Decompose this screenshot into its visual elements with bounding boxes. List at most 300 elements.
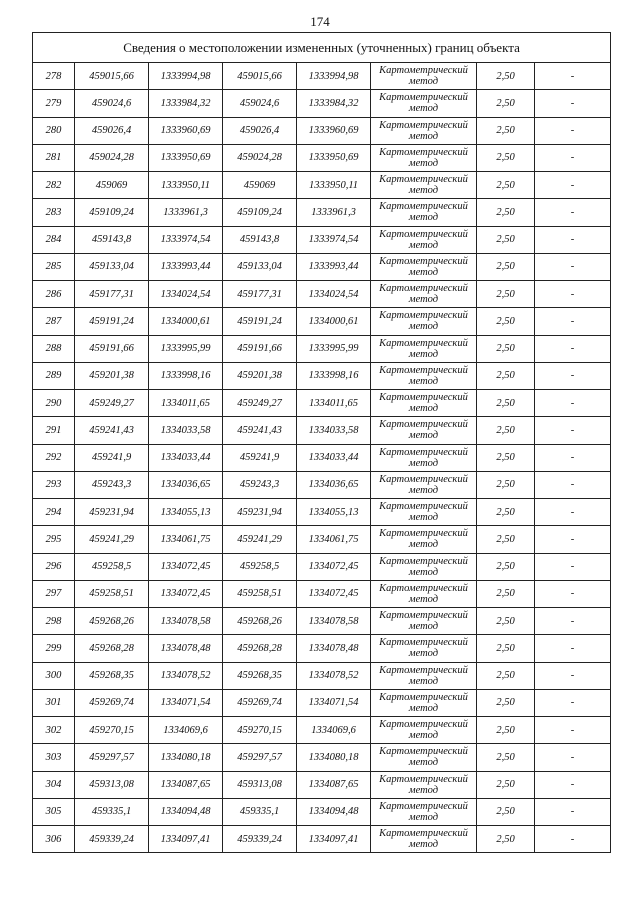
existing-x-cell: 459258,51 [75,580,149,607]
method-text: Картометрический [379,719,468,731]
table-row [33,390,611,417]
table-row [33,499,611,526]
method-cell [371,63,477,90]
method-text: Картометрический [379,528,468,540]
method-cell [371,771,477,798]
method-text: метод [408,76,439,88]
refined-y-cell: 1334094,48 [297,798,371,825]
note-cell: - [535,471,611,498]
existing-y-cell: 1334033,44 [149,444,223,471]
existing-y-cell: 1334024,54 [149,281,223,308]
table-row [33,526,611,553]
existing-x-cell: 459069 [75,172,149,199]
method-text: метод [408,512,439,524]
point-number-cell: 302 [33,717,75,744]
method-text: Картометрический [379,255,468,267]
table-row [33,362,611,389]
method-text: метод [408,566,439,578]
existing-y-cell: 1334036,65 [149,471,223,498]
method-text: Картометрический [379,800,468,812]
method-cell [371,144,477,171]
point-number-cell: 287 [33,308,75,335]
existing-y-cell: 1333961,3 [149,199,223,226]
refined-x-cell: 459249,27 [223,390,297,417]
existing-x-cell: 459024,6 [75,90,149,117]
point-number-cell: 278 [33,63,75,90]
table-row [33,608,611,635]
table-row [33,553,611,580]
method-text: метод [408,621,439,633]
note-cell: - [535,526,611,553]
method-cell [371,553,477,580]
point-number-cell: 303 [33,744,75,771]
page-number: 174 [310,14,330,29]
existing-y-cell: 1334069,6 [149,717,223,744]
table-row [33,717,611,744]
refined-x-cell: 459026,4 [223,117,297,144]
point-number-cell: 304 [33,771,75,798]
refined-y-cell: 1334097,41 [297,826,371,853]
existing-x-cell: 459339,24 [75,826,149,853]
note-cell: - [535,608,611,635]
point-number-cell: 297 [33,580,75,607]
accuracy-cell: 2,50 [477,253,535,280]
refined-x-cell: 459269,74 [223,689,297,716]
table-row [33,172,611,199]
existing-x-cell: 459268,35 [75,662,149,689]
refined-x-cell: 459339,24 [223,826,297,853]
method-text: Картометрический [379,92,468,104]
refined-y-cell: 1334036,65 [297,471,371,498]
method-text: метод [408,348,439,360]
existing-y-cell: 1334087,65 [149,771,223,798]
method-cell [371,662,477,689]
refined-y-cell: 1334078,58 [297,608,371,635]
existing-x-cell: 459109,24 [75,199,149,226]
note-cell: - [535,117,611,144]
refined-y-cell: 1333984,32 [297,90,371,117]
note-cell: - [535,226,611,253]
table-row [33,144,611,171]
point-number-cell: 282 [33,172,75,199]
table-row [33,417,611,444]
existing-y-cell: 1333950,69 [149,144,223,171]
existing-y-cell: 1334094,48 [149,798,223,825]
method-cell [371,580,477,607]
note-cell: - [535,90,611,117]
point-number-cell: 296 [33,553,75,580]
accuracy-cell: 2,50 [477,117,535,144]
note-cell: - [535,662,611,689]
table-row [33,798,611,825]
refined-x-cell: 459258,51 [223,580,297,607]
refined-x-cell: 459268,28 [223,635,297,662]
note-cell: - [535,417,611,444]
method-text: метод [408,702,439,714]
method-text: метод [408,757,439,769]
existing-x-cell: 459241,9 [75,444,149,471]
existing-x-cell: 459024,28 [75,144,149,171]
existing-x-cell: 459231,94 [75,499,149,526]
method-cell [371,635,477,662]
table-row [33,662,611,689]
existing-y-cell: 1334080,18 [149,744,223,771]
existing-y-cell: 1334097,41 [149,826,223,853]
accuracy-cell: 2,50 [477,744,535,771]
accuracy-cell: 2,50 [477,199,535,226]
table-row [33,744,611,771]
method-cell [371,526,477,553]
refined-y-cell: 1334071,54 [297,689,371,716]
refined-y-cell: 1334080,18 [297,744,371,771]
point-number-cell: 299 [33,635,75,662]
refined-x-cell: 459243,3 [223,471,297,498]
method-text: метод [408,130,439,142]
accuracy-cell: 2,50 [477,362,535,389]
table-row [33,281,611,308]
point-number-cell: 290 [33,390,75,417]
existing-x-cell: 459241,29 [75,526,149,553]
refined-y-cell: 1333950,69 [297,144,371,171]
point-number-cell: 305 [33,798,75,825]
existing-y-cell: 1333974,54 [149,226,223,253]
method-cell [371,253,477,280]
existing-y-cell: 1334078,48 [149,635,223,662]
method-text: метод [408,403,439,415]
refined-x-cell: 459133,04 [223,253,297,280]
table-title: Сведения о местоположении измененных (уточненных) границ объекта [33,33,611,63]
method-text: Картометрический [379,392,468,404]
method-text: метод [408,430,439,442]
existing-x-cell: 459191,24 [75,308,149,335]
point-number-cell: 281 [33,144,75,171]
refined-y-cell: 1333995,99 [297,335,371,362]
method-text: метод [408,103,439,115]
existing-x-cell: 459297,57 [75,744,149,771]
accuracy-cell: 2,50 [477,172,535,199]
note-cell: - [535,580,611,607]
table-row [33,580,611,607]
method-text: Картометрический [379,283,468,295]
existing-y-cell: 1334055,13 [149,499,223,526]
refined-y-cell: 1334069,6 [297,717,371,744]
accuracy-cell: 2,50 [477,308,535,335]
existing-x-cell: 459268,28 [75,635,149,662]
method-text: метод [408,457,439,469]
note-cell: - [535,199,611,226]
refined-y-cell: 1334000,61 [297,308,371,335]
refined-x-cell: 459177,31 [223,281,297,308]
method-cell [371,717,477,744]
refined-x-cell: 459191,66 [223,335,297,362]
note-cell: - [535,717,611,744]
refined-y-cell: 1334055,13 [297,499,371,526]
table-row [33,635,611,662]
refined-x-cell: 459143,8 [223,226,297,253]
method-cell [371,798,477,825]
refined-y-cell: 1334033,44 [297,444,371,471]
existing-y-cell: 1333960,69 [149,117,223,144]
method-text: Картометрический [379,228,468,240]
accuracy-cell: 2,50 [477,580,535,607]
refined-y-cell: 1334078,52 [297,662,371,689]
refined-x-cell: 459241,43 [223,417,297,444]
method-text: метод [408,539,439,551]
method-text: Картометрический [379,201,468,213]
method-cell [371,471,477,498]
method-text: Картометрический [379,501,468,513]
method-text: метод [408,484,439,496]
method-text: Картометрический [379,691,468,703]
existing-y-cell: 1334078,52 [149,662,223,689]
point-number-cell: 295 [33,526,75,553]
method-text: метод [408,648,439,660]
method-cell [371,499,477,526]
note-cell: - [535,499,611,526]
point-number-cell: 288 [33,335,75,362]
method-text: Картометрический [379,364,468,376]
refined-y-cell: 1333960,69 [297,117,371,144]
point-number-cell: 284 [33,226,75,253]
existing-x-cell: 459269,74 [75,689,149,716]
refined-x-cell: 459268,26 [223,608,297,635]
accuracy-cell: 2,50 [477,771,535,798]
method-text: метод [408,375,439,387]
point-number-cell: 300 [33,662,75,689]
method-cell [371,744,477,771]
table-row [33,444,611,471]
method-cell [371,199,477,226]
refined-y-cell: 1334078,48 [297,635,371,662]
note-cell: - [535,444,611,471]
accuracy-cell: 2,50 [477,63,535,90]
refined-y-cell: 1333961,3 [297,199,371,226]
refined-x-cell: 459335,1 [223,798,297,825]
point-number-cell: 285 [33,253,75,280]
method-text: Картометрический [379,473,468,485]
accuracy-cell: 2,50 [477,335,535,362]
note-cell: - [535,335,611,362]
point-number-cell: 293 [33,471,75,498]
existing-x-cell: 459335,1 [75,798,149,825]
table-row [33,90,611,117]
method-text: метод [408,185,439,197]
existing-x-cell: 459241,43 [75,417,149,444]
existing-y-cell: 1334072,45 [149,553,223,580]
refined-x-cell: 459297,57 [223,744,297,771]
note-cell: - [535,390,611,417]
existing-y-cell: 1333994,98 [149,63,223,90]
table-row [33,308,611,335]
point-number-cell: 294 [33,499,75,526]
table-row [33,335,611,362]
method-cell [371,172,477,199]
existing-x-cell: 459201,38 [75,362,149,389]
accuracy-cell: 2,50 [477,635,535,662]
refined-x-cell: 459241,9 [223,444,297,471]
accuracy-cell: 2,50 [477,471,535,498]
existing-x-cell: 459133,04 [75,253,149,280]
point-number-cell: 289 [33,362,75,389]
existing-y-cell: 1334072,45 [149,580,223,607]
refined-x-cell: 459231,94 [223,499,297,526]
refined-x-cell: 459258,5 [223,553,297,580]
method-text: метод [408,811,439,823]
point-number-cell: 279 [33,90,75,117]
refined-y-cell: 1334024,54 [297,281,371,308]
existing-x-cell: 459177,31 [75,281,149,308]
refined-y-cell: 1334011,65 [297,390,371,417]
point-number-cell: 298 [33,608,75,635]
point-number-cell: 286 [33,281,75,308]
method-cell [371,117,477,144]
existing-y-cell: 1334078,58 [149,608,223,635]
existing-y-cell: 1334011,65 [149,390,223,417]
existing-x-cell: 459026,4 [75,117,149,144]
method-text: метод [408,239,439,251]
method-text: Картометрический [379,828,468,840]
accuracy-cell: 2,50 [477,499,535,526]
accuracy-cell: 2,50 [477,90,535,117]
table-row [33,63,611,90]
note-cell: - [535,362,611,389]
refined-x-cell: 459015,66 [223,63,297,90]
note-cell: - [535,798,611,825]
existing-x-cell: 459143,8 [75,226,149,253]
accuracy-cell: 2,50 [477,526,535,553]
point-number-cell: 306 [33,826,75,853]
existing-x-cell: 459243,3 [75,471,149,498]
refined-x-cell: 459109,24 [223,199,297,226]
refined-x-cell: 459241,29 [223,526,297,553]
method-text: метод [408,294,439,306]
existing-y-cell: 1333993,44 [149,253,223,280]
refined-x-cell: 459191,24 [223,308,297,335]
method-text: Картометрический [379,610,468,622]
method-cell [371,335,477,362]
method-text: метод [408,593,439,605]
accuracy-cell: 2,50 [477,144,535,171]
accuracy-cell: 2,50 [477,689,535,716]
accuracy-cell: 2,50 [477,826,535,853]
method-cell [371,444,477,471]
method-text: Картометрический [379,65,468,77]
accuracy-cell: 2,50 [477,417,535,444]
method-cell [371,608,477,635]
method-text: Картометрический [379,310,468,322]
accuracy-cell: 2,50 [477,608,535,635]
method-text: Картометрический [379,419,468,431]
method-text: Картометрический [379,773,468,785]
refined-y-cell: 1334072,45 [297,580,371,607]
method-cell [371,281,477,308]
table-row [33,226,611,253]
point-number-cell: 301 [33,689,75,716]
method-text: метод [408,212,439,224]
point-number-cell: 283 [33,199,75,226]
note-cell: - [535,635,611,662]
accuracy-cell: 2,50 [477,553,535,580]
table-row [33,771,611,798]
point-number-cell: 292 [33,444,75,471]
table-row [33,689,611,716]
note-cell: - [535,63,611,90]
accuracy-cell: 2,50 [477,444,535,471]
method-text: Картометрический [379,637,468,649]
existing-y-cell: 1334061,75 [149,526,223,553]
method-text: метод [408,730,439,742]
method-text: Картометрический [379,664,468,676]
existing-y-cell: 1333984,32 [149,90,223,117]
refined-y-cell: 1334061,75 [297,526,371,553]
refined-y-cell: 1333993,44 [297,253,371,280]
method-cell [371,826,477,853]
note-cell: - [535,308,611,335]
note-cell: - [535,281,611,308]
method-text: метод [408,157,439,169]
table-row [33,826,611,853]
refined-y-cell: 1333950,11 [297,172,371,199]
accuracy-cell: 2,50 [477,717,535,744]
accuracy-cell: 2,50 [477,281,535,308]
method-text: метод [408,839,439,851]
method-text: Картометрический [379,119,468,131]
method-text: Картометрический [379,555,468,567]
table-row [33,471,611,498]
note-cell: - [535,253,611,280]
refined-x-cell: 459024,6 [223,90,297,117]
method-text: Картометрический [379,146,468,158]
accuracy-cell: 2,50 [477,798,535,825]
existing-y-cell: 1334000,61 [149,308,223,335]
refined-y-cell: 1334087,65 [297,771,371,798]
note-cell: - [535,744,611,771]
refined-y-cell: 1333998,16 [297,362,371,389]
table-row [33,199,611,226]
refined-y-cell: 1334072,45 [297,553,371,580]
refined-x-cell: 459313,08 [223,771,297,798]
note-cell: - [535,553,611,580]
accuracy-cell: 2,50 [477,390,535,417]
note-cell: - [535,689,611,716]
existing-y-cell: 1333998,16 [149,362,223,389]
existing-x-cell: 459313,08 [75,771,149,798]
method-cell [371,362,477,389]
note-cell: - [535,144,611,171]
existing-y-cell: 1333950,11 [149,172,223,199]
refined-y-cell: 1333974,54 [297,226,371,253]
existing-x-cell: 459191,66 [75,335,149,362]
refined-x-cell: 459069 [223,172,297,199]
method-text: Картометрический [379,746,468,758]
table-title-row [33,33,611,63]
refined-x-cell: 459268,35 [223,662,297,689]
point-number-cell: 291 [33,417,75,444]
method-cell [371,90,477,117]
note-cell: - [535,826,611,853]
table-row [33,117,611,144]
method-cell [371,390,477,417]
note-cell: - [535,771,611,798]
refined-x-cell: 459201,38 [223,362,297,389]
existing-y-cell: 1333995,99 [149,335,223,362]
method-text: Картометрический [379,582,468,594]
method-text: метод [408,266,439,278]
refined-y-cell: 1333994,98 [297,63,371,90]
point-number-cell: 280 [33,117,75,144]
accuracy-cell: 2,50 [477,226,535,253]
existing-y-cell: 1334033,58 [149,417,223,444]
